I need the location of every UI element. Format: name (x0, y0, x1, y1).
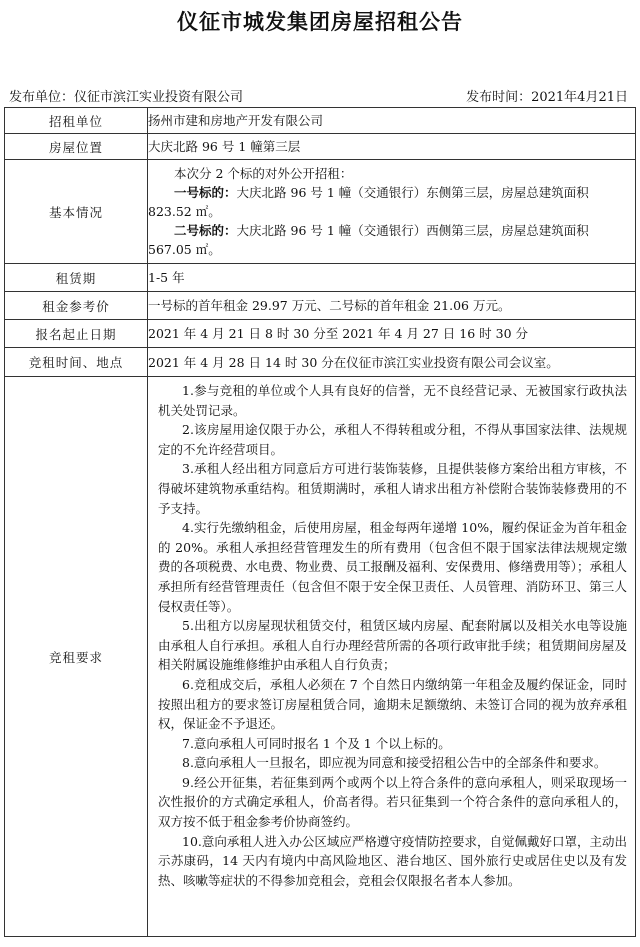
requirement-item: 9.经公开征集，若征集到两个或两个以上符合条件的意向承租人，则采取现场一次性报价的方式确定承租人，价高者得。若只征集到一个符合条件的意向承租人的，双方按不低于租金参考价协商签约。 (158, 774, 627, 830)
requirement-item: 6.竞租成交后，承租人必须在 7 个自然日内缴纳第一年租金及履约保证金，同时按照出租方的要求签订房屋租赁合同，逾期未足额缴纳、未签订合同的视为放弃承租权，保证金不予退还。 (158, 676, 627, 732)
notice-table (4, 107, 636, 937)
requirement-item: 8.意向承租人一旦报名，即应视为同意和接受招租公告中的全部条件和要求。 (182, 755, 607, 771)
location-value: 大庆北路 96 号 1 幢第三层 (148, 134, 636, 160)
row-rent-reference (5, 292, 636, 320)
location-label: 房屋位置 (5, 134, 148, 160)
row-signup-period (5, 320, 636, 348)
lot-2-title: 二号标的： (174, 223, 237, 238)
requirement-item: 1.参与竞租的单位或个人具有良好的信誉，无不良经营记录、无被国家行政执法机关处罚记录。 (158, 383, 627, 418)
requirement-item: 7.意向承租人可同时报名 1 个及 1 个以上标的。 (182, 735, 451, 751)
lot-1 (148, 183, 635, 221)
requirement-item: 4.实行先缴纳租金，后使用房屋，租金每两年递增 10%，履约保证金为首年租金的 20%。承租人承担经营管理发生的所有费用（包含但不限于国家法律法规规定缴费的各项税费、水电费、物业费、员工报酬及福利、安保费用、修缮费用等）；承租人承担所有经营管理责任（包含但不限于安全保卫责任、人员管理、消防环卫、第三人侵权责任等）。 (158, 520, 627, 614)
row-bid-time-place (5, 348, 636, 377)
requirement-item: 5.出租方以房屋现状租赁交付，租赁区域内房屋、配套附属以及相关水电等设施由承租人自行承担。承租人自行办理经营所需的各项行政审批手续；租赁期间房屋及相关附属设施维修维护由承租人自行负责； (158, 618, 627, 673)
lot-1-title: 一号标的： (174, 185, 237, 200)
row-basic-info (5, 160, 636, 264)
publish-time-line (466, 86, 628, 105)
rent-reference-label: 租金参考价 (5, 292, 148, 320)
signup-period-value: 2021 年 4 月 21 日 8 时 30 分至 2021 年 4 月 27 日 16 时 30 分 (148, 320, 636, 348)
publish-time-label: 发布时间： (466, 90, 532, 105)
row-tenderer (5, 108, 636, 134)
bid-time-place-value: 2021 年 4 月 28 日 14 时 30 分在仪征市滨江实业投资有限公司会议室。 (148, 348, 636, 377)
bid-time-place-label: 竞租时间、地点 (5, 348, 148, 377)
publisher-value: 仪征市滨江实业投资有限公司 (74, 90, 244, 105)
page-title: 仪征市城发集团房屋招租公告 (177, 10, 463, 34)
requirement-item: 3.承租人经出租方同意后方可进行装饰装修，且提供装修方案给出租方审核，不得破坏建筑物承重结构。租赁期满时，承租人请求出租方补偿附合装饰装修费用的不予支持。 (158, 461, 627, 516)
requirements-value (148, 377, 636, 937)
basic-info-label: 基本情况 (5, 160, 148, 264)
basic-info-intro: 本次分 2 个标的对外公开招租： (174, 166, 353, 181)
row-requirements (5, 377, 636, 937)
lease-term-value: 1-5 年 (148, 264, 636, 292)
signup-period-label: 报名起止日期 (5, 320, 148, 348)
tenderer-value: 扬州市建和房地产开发有限公司 (148, 108, 636, 134)
rent-reference-value: 一号标的首年租金 29.97 万元、二号标的首年租金 21.06 万元。 (148, 292, 636, 320)
basic-info-value (148, 160, 636, 264)
requirement-item: 10.意向承租人进入办公区域应严格遵守疫情防控要求，自觉佩戴好口罩，主动出示苏康码，14 天内有境内中高风险地区、港台地区、国外旅行史或居住史以及有发热、咳嗽等症状的不得参加竞租会，竞租会仅限报名者本人参加。 (158, 833, 627, 888)
lot-1-text: 大庆北路 96 号 1 幢（交通银行）东侧第三层，房屋总建筑面积 823.52 ㎡。 (148, 185, 589, 219)
publisher-label: 发布单位： (9, 90, 75, 105)
row-location (5, 134, 636, 160)
tenderer-label: 招租单位 (5, 108, 148, 134)
publisher-line (9, 86, 243, 105)
requirements-label: 竞租要求 (5, 377, 148, 937)
lease-term-label: 租赁期 (5, 264, 148, 292)
lot-2 (148, 221, 635, 259)
publish-time-value: 2021年4月21日 (531, 90, 628, 105)
requirement-item: 2.该房屋用途仅限于办公，承租人不得转租或分租，不得从事国家法律、法规规定的不允许经营项目。 (158, 422, 627, 457)
lot-2-text: 大庆北路 96 号 1 幢（交通银行）西侧第三层，房屋总建筑面积 567.05 ㎡。 (148, 223, 589, 257)
row-lease-term (5, 264, 636, 292)
